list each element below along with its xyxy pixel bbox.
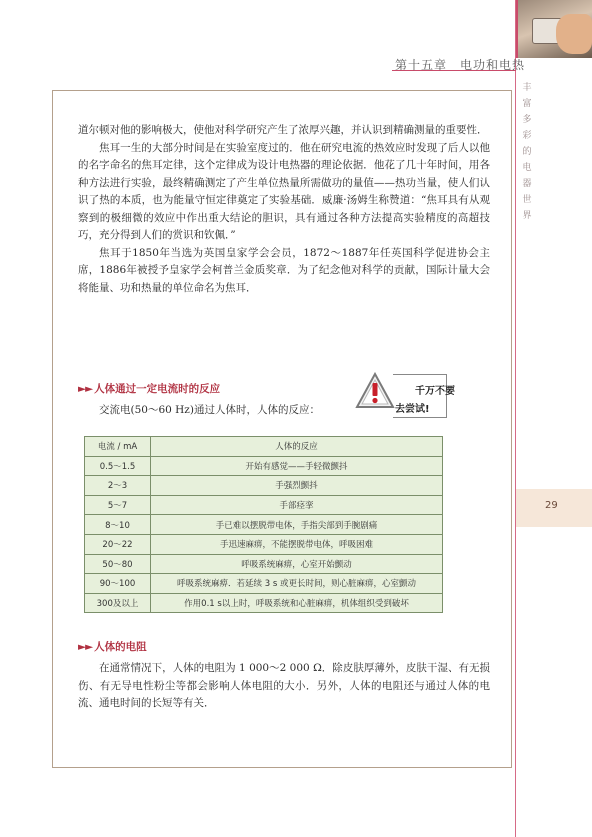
page-number: 29 bbox=[545, 500, 558, 511]
margin-rule bbox=[515, 0, 516, 837]
cell-current: 300及以上 bbox=[85, 593, 151, 613]
chapter-title: 第十五章 电功和电热 bbox=[395, 58, 526, 72]
current-reaction-table bbox=[84, 436, 443, 613]
side-label-char: 彩 bbox=[522, 131, 532, 141]
warning-line-2: 去尝试! bbox=[395, 404, 430, 415]
paragraph: 焦耳一生的大部分时间是在实验室度过的．他在研究电流的热效应时发现了后人以他的名字命名的焦耳定律，这个定律成为设计电热器的理论依据．他花了几十年时间，用各种方法进行实验，最终精确测定了产生单位热量所需做功的量值——热功当量，使人们认识了热的本质，也为能量守恒定律奠定了实验基础．威廉·汤姆生称赞道：“焦耳具有从观察到的极细微的效应中作出重大结论的胆识，具有通过各种方法提高实验精度的高超技巧，充分得到人们的赏识和钦佩．” bbox=[78, 141, 490, 241]
side-label-char: 电 bbox=[522, 163, 532, 173]
section-title: 人体通过一定电流时的反应 bbox=[94, 383, 221, 395]
cell-reaction: 手迅速麻痹，不能摆脱带电体，呼吸困难 bbox=[151, 534, 443, 554]
side-label-char: 的 bbox=[522, 147, 532, 157]
table-row bbox=[85, 476, 443, 496]
table-row bbox=[85, 593, 443, 613]
section-heading-resistance bbox=[78, 639, 147, 654]
paragraph: 道尔顿对他的影响极大，使他对科学研究产生了浓厚兴趣，并认识到精确测量的重要性． bbox=[78, 124, 488, 136]
corner-photo bbox=[516, 0, 592, 58]
cell-reaction: 手强烈颤抖 bbox=[151, 476, 443, 496]
cell-current: 8～10 bbox=[85, 515, 151, 535]
exclamation-triangle-icon bbox=[355, 372, 395, 410]
side-label-char: 器 bbox=[522, 179, 532, 189]
side-label-char: 富 bbox=[522, 99, 532, 109]
side-label-char: 世 bbox=[522, 195, 532, 205]
body-text-resistance bbox=[78, 660, 490, 713]
paragraph: 焦耳于1850年当选为英国皇家学会会员，1872～1887年任英国科学促进协会主席，1886年被授予皇家学会柯普兰金质奖章．为了纪念他对科学的贡献，国际计量大会将能量、功和热量的单位命名为焦耳． bbox=[78, 246, 490, 294]
table-row bbox=[85, 456, 443, 476]
cell-reaction: 开始有感觉——手轻微颤抖 bbox=[151, 456, 443, 476]
column-header-current: 电流 / mA bbox=[85, 437, 151, 457]
side-label-char: 多 bbox=[522, 115, 532, 125]
table-row bbox=[85, 554, 443, 574]
cell-current: 5～7 bbox=[85, 495, 151, 515]
table-row bbox=[85, 495, 443, 515]
cell-reaction: 手已难以摆脱带电体，手指尖部到手腕剧痛 bbox=[151, 515, 443, 535]
side-section-label bbox=[521, 80, 533, 224]
table-row bbox=[85, 534, 443, 554]
body-text bbox=[78, 122, 490, 297]
cell-reaction: 作用0.1 s以上时，呼吸系统和心脏麻痹，机体组织受到破坏 bbox=[151, 593, 443, 613]
warning-callout bbox=[355, 372, 455, 416]
cell-current: 90～100 bbox=[85, 574, 151, 594]
cell-current: 20～22 bbox=[85, 534, 151, 554]
cell-reaction: 呼吸系统麻痹．若延续 3 s 或更长时间，则心脏麻痹，心室颤动 bbox=[151, 574, 443, 594]
side-label-char: 界 bbox=[522, 211, 532, 221]
table-row bbox=[85, 574, 443, 594]
table-header-row bbox=[85, 437, 443, 457]
double-arrow-icon: ►► bbox=[78, 383, 93, 395]
cell-current: 2～3 bbox=[85, 476, 151, 496]
column-header-reaction: 人体的反应 bbox=[151, 437, 443, 457]
section-heading-current bbox=[78, 381, 220, 396]
cell-current: 0.5～1.5 bbox=[85, 456, 151, 476]
table-row bbox=[85, 515, 443, 535]
section-title: 人体的电阻 bbox=[94, 641, 147, 653]
paragraph: 在通常情况下，人体的电阻为 1 000～2 000 Ω．除皮肤厚薄外，皮肤干湿、有无损伤、有无导电性粉尘等都会影响人体电阻的大小．另外，人体的电阻还与通过人体的电流、通电时间的长短等有关． bbox=[78, 662, 490, 709]
warning-line-1: 千万不要 bbox=[415, 386, 455, 397]
cell-current: 50～80 bbox=[85, 554, 151, 574]
table-intro: 交流电(50～60 Hz)通过人体时，人体的反应： bbox=[99, 404, 320, 416]
side-label-char: 丰 bbox=[522, 83, 532, 93]
hand-image bbox=[556, 14, 592, 54]
cell-reaction: 呼吸系统麻痹，心室开始颤动 bbox=[151, 554, 443, 574]
cell-reaction: 手部痉挛 bbox=[151, 495, 443, 515]
double-arrow-icon: ►► bbox=[78, 641, 93, 653]
